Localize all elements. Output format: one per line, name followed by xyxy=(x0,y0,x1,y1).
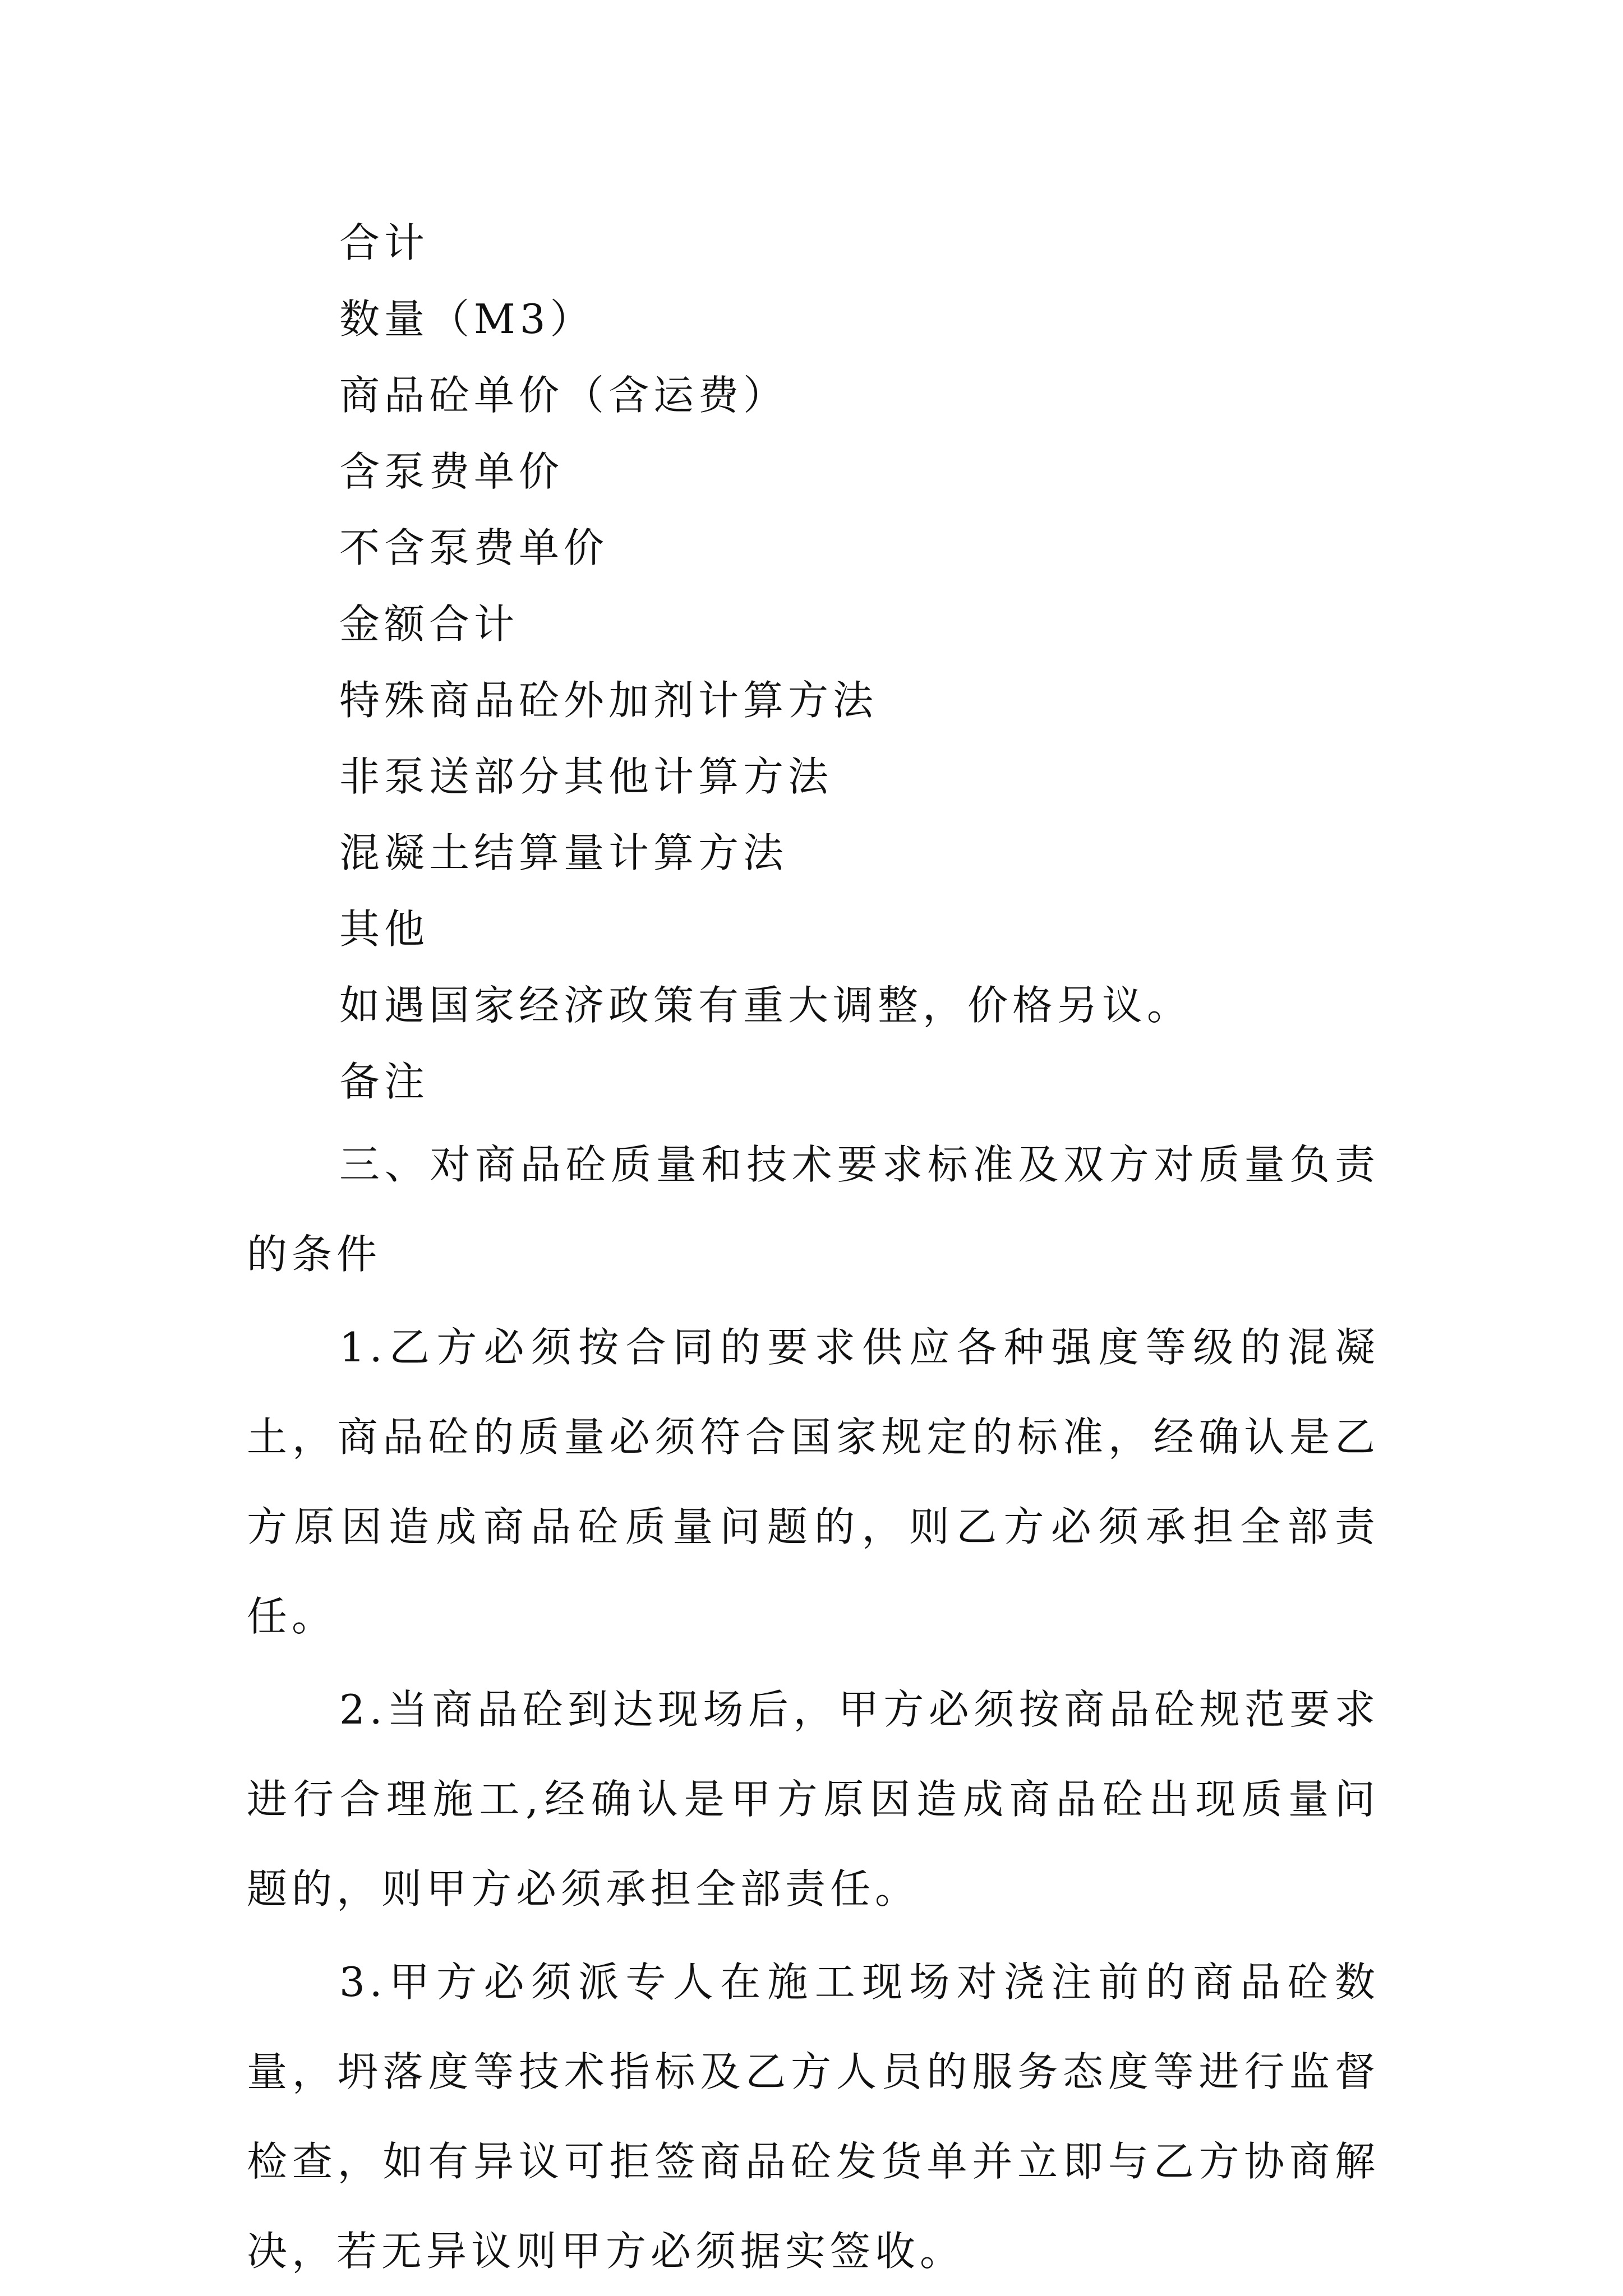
line-total: 合计 xyxy=(339,219,430,266)
paragraph-1: 1.乙方必须按合同的要求供应各种强度等级的混凝土，商品砼的质量必须符合国家规定的标准，经确认是乙方原因造成商品砼质量问题的，则乙方必须承担全部责任。 xyxy=(247,1324,1380,1640)
section-heading: 三、对商品砼质量和技术要求标准及双方对质量负责的条件 xyxy=(247,1141,1380,1278)
line-remarks: 备注 xyxy=(339,1058,430,1105)
line-other: 其他 xyxy=(339,906,430,953)
line-non-pumped-method: 非泵送部分其他计算方法 xyxy=(339,753,833,800)
document-body xyxy=(247,205,1380,2296)
line-unit-price-incl-freight: 商品砼单价（含运费） xyxy=(339,372,789,419)
line-policy-adjustment: 如遇国家经济政策有重大调整，价格另议。 xyxy=(339,982,1192,1029)
line-quantity: 数量（M3） xyxy=(339,295,595,343)
line-settlement-method: 混凝土结算量计算方法 xyxy=(339,829,789,876)
line-price-without-pump: 不含泵费单价 xyxy=(339,524,609,571)
paragraph-3: 3.甲方必须派专人在施工现场对浇注前的商品砼数量，坍落度等技术指标及乙方人员的服务态度等进行监督检查，如有异议可拒签商品砼发货单并立即与乙方协商解决，若无异议则甲方必须据实签收。 xyxy=(247,1958,1380,2275)
paragraph-2: 2.当商品砼到达现场后，甲方必须按商品砼规范要求进行合理施工,经确认是甲方原因造成商品砼出现质量问题的，则甲方必须承担全部责任。 xyxy=(247,1686,1380,1912)
line-price-with-pump: 含泵费单价 xyxy=(339,448,564,495)
line-admixture-method: 特殊商品砼外加剂计算方法 xyxy=(339,677,878,724)
line-amount-total: 金额合计 xyxy=(339,600,519,648)
